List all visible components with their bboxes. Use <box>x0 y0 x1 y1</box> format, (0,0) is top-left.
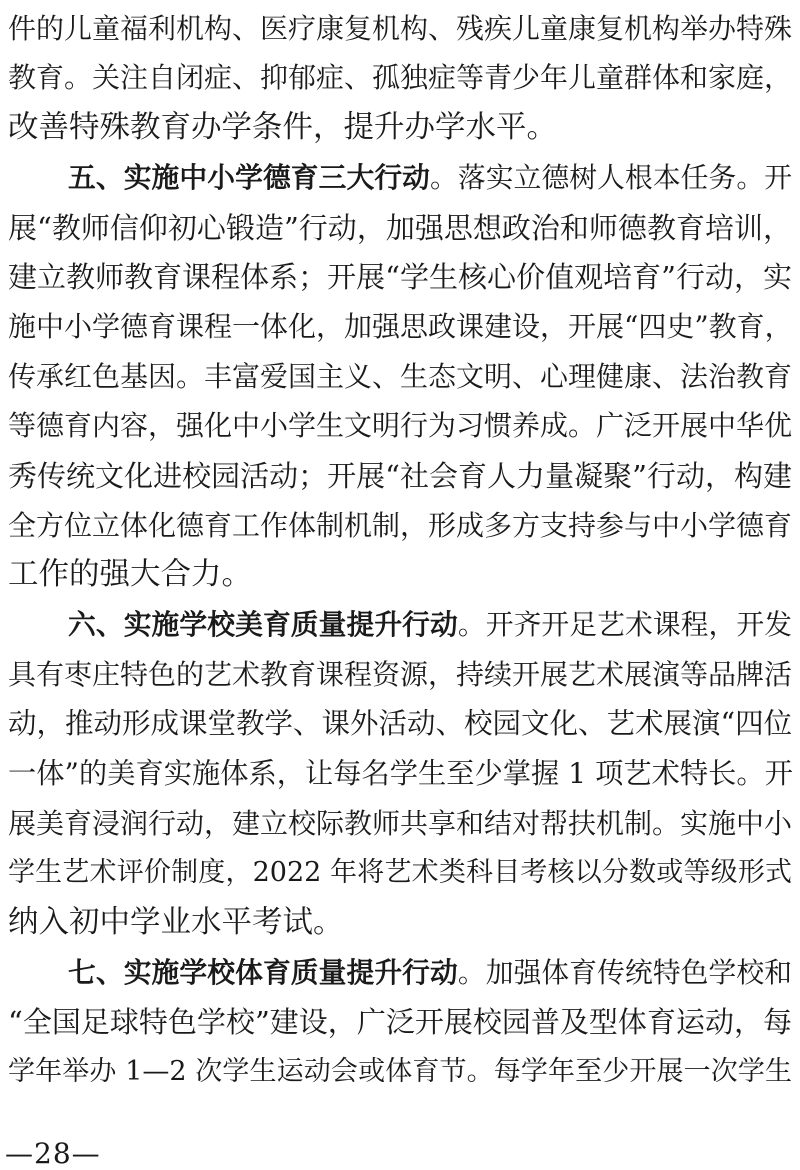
body-text-line: 学生艺术评价制度，2022 年将艺术类科目考核以分数或等级形式 <box>8 857 792 888</box>
body-text-line: 一体”的美育实施体系，让每名学生至少掌握 1 项艺术特长。开 <box>8 757 793 790</box>
section-heading: 六、实施学校美育质量提升行动 <box>68 608 458 641</box>
body-text: 。开齐开足艺术课程，开发 <box>457 608 792 641</box>
body-text: 。落实立德树人根本任务。开 <box>430 161 792 194</box>
body-text-line: 学年举办 1—2 次学生运动会或体育节。每学年至少开展一次学生 <box>8 1056 792 1087</box>
body-text-line: 具有枣庄特色的艺术教育课程资源，持续开展艺术展演等品牌活 <box>8 658 793 691</box>
body-text-line: 传承红色基因。丰富爱国主义、生态文明、心理健康、法治教育 <box>8 360 793 393</box>
body-text-line: 教育。关注自闭症、抑郁症、孤独症等青少年儿童群体和家庭， <box>8 61 793 94</box>
body-text-line: 全方位立体化德育工作体制机制，形成多方支持参与中小学德育 <box>8 509 793 542</box>
body-text-line: 建立教师教育课程体系；开展“学生核心价值观培育”行动，实 <box>8 260 792 294</box>
body-text-line: 秀传统文化进校园活动；开展“社会育人力量凝聚”行动，构建 <box>8 459 792 493</box>
section-heading: 五、实施中小学德育三大行动 <box>68 161 431 194</box>
body-text-line: 改善特殊教育办学条件，提升办学水平。 <box>8 110 557 145</box>
body-text-line: “全国足球特色学校”建设，广泛开展校园普及型体育运动，每 <box>8 1005 792 1039</box>
section-heading: 七、实施学校体育质量提升行动 <box>68 956 458 989</box>
section-heading-line <box>68 946 792 1000</box>
section-heading-line <box>68 151 792 205</box>
body-text-line: 动，推动形成课堂教学、课外活动、校园文化、艺术展演“四位 <box>8 707 793 740</box>
body-text: 。加强体育传统特色学校和 <box>457 956 792 989</box>
body-text-line: 展美育浸润行动，建立校际教师共享和结对帮扶机制。实施中小 <box>8 807 793 840</box>
body-text-line: 工作的强大合力。 <box>8 557 252 592</box>
section-heading-line <box>68 598 792 652</box>
body-text-line: 等德育内容，强化中小学生文明行为习惯养成。广泛开展中华优 <box>8 409 793 442</box>
body-text-line: 展“教师信仰初心锻造”行动，加强思想政治和师德教育培训， <box>8 211 792 245</box>
body-text-line: 施中小学德育课程一体化，加强思政课建设，开展“四史”教育， <box>8 310 793 343</box>
page-number: —28— <box>5 1137 101 1170</box>
body-text-line: 纳入初中学业水平考试。 <box>8 905 344 940</box>
body-text-line: 件的儿童福利机构、医疗康复机构、残疾儿童康复机构举办特殊 <box>8 12 793 45</box>
